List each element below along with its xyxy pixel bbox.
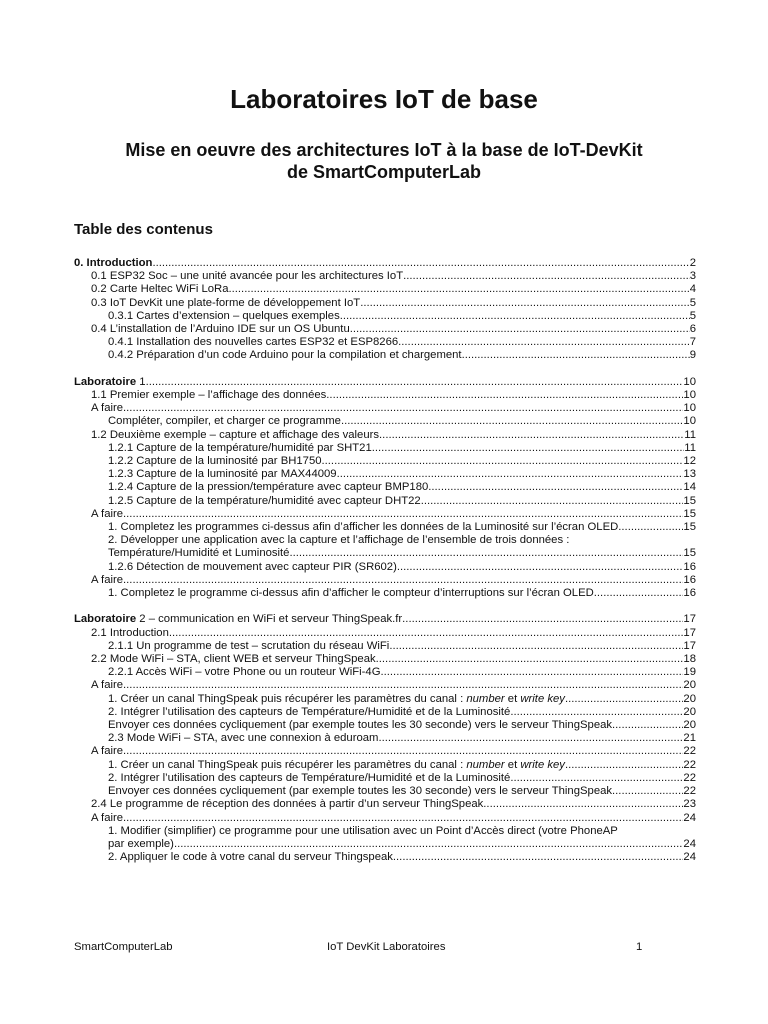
toc-entry-page: 9: [689, 349, 696, 362]
toc-entry[interactable]: [74, 402, 696, 415]
subtitle-line-2: de SmartComputerLab: [286, 162, 482, 182]
document-title: Laboratoires IoT de base: [230, 84, 538, 114]
toc-entry[interactable]: [74, 759, 696, 772]
toc-leader: [360, 297, 690, 310]
toc-entry-page: 24: [683, 837, 696, 850]
toc-entry-title: 1.2.5 Capture de la température/humidité avec capteur DHT22: [108, 494, 421, 507]
document-subtitle: [40, 139, 728, 183]
toc-entry[interactable]: [74, 719, 696, 732]
toc-entry-title-line-1: 2. Développer une application avec la capture et l’affichage de l’ensemble de trois données :: [108, 534, 570, 547]
toc-leader: [123, 745, 683, 758]
toc-entry[interactable]: [74, 468, 696, 481]
toc-entry[interactable]: [74, 772, 696, 785]
toc-entry[interactable]: [74, 389, 696, 402]
toc-entry-title: 2.2.1 Accès WiFi – votre Phone ou un routeur WiFi-4G: [108, 666, 381, 679]
toc-entry-page: 7: [689, 336, 696, 349]
toc-entry-page: 20: [683, 705, 696, 718]
toc-leader: [397, 561, 684, 574]
toc-entry[interactable]: [74, 283, 696, 296]
toc-entry-page: 15: [683, 521, 696, 534]
toc-entry-title-line-1: 1. Modifier (simplifier) ce programme pour une utilisation avec un Point d’Accès direct (votre PhoneAP: [108, 824, 618, 837]
toc-spacer: [74, 600, 696, 613]
toc-entry-title-bold: Laboratoire: [74, 613, 137, 626]
toc-leader: [403, 270, 690, 283]
toc-entry-title: 1.2.4 Capture de la pression/température avec capteur BMP180: [108, 481, 429, 494]
toc-entry-title-line-2: Température/Humidité et Luminosité: [108, 547, 290, 560]
toc-leader: [402, 613, 683, 626]
toc-entry-page: 10: [683, 389, 696, 402]
toc-leader: [322, 455, 684, 468]
toc-entry-page: 16: [683, 587, 696, 600]
toc-entry-page: 10: [683, 375, 696, 388]
toc-leader: [350, 323, 690, 336]
toc-entry-title: A faire: [91, 573, 124, 586]
toc-entry[interactable]: [74, 812, 696, 825]
toc-entry-title-part: et: [504, 758, 521, 771]
toc-entry-title: A faire: [91, 745, 124, 758]
toc-entry-title: A faire: [91, 402, 124, 415]
toc-leader: [379, 429, 684, 442]
toc-entry-page: 15: [683, 494, 696, 507]
toc-entry[interactable]: [74, 574, 696, 587]
page-footer: [74, 941, 694, 957]
toc-entry-page: 14: [683, 481, 696, 494]
toc-entry-page: 24: [683, 851, 696, 864]
toc-leader: [618, 521, 683, 534]
toc-entry-title-rest: 2 – communication en WiFi et serveur ThingSpeak.fr: [136, 613, 403, 626]
toc-entry-title: 1.2 Deuxième exemple – capture et affichage des valeurs: [91, 428, 380, 441]
toc-entry-title-part: 1. Créer un canal ThingSpeak puis récupérer les paramètres du canal :: [108, 758, 467, 771]
toc-entry[interactable]: [74, 257, 696, 270]
toc-entry[interactable]: [74, 297, 696, 310]
toc-leader: [565, 759, 683, 772]
toc-entry-page: 20: [683, 719, 696, 732]
toc-entry-title: 1. Completez le programme ci-dessus afin d’afficher le compteur d’interruptions sur l’écran OLED: [108, 587, 594, 600]
toc-leader: [594, 587, 684, 600]
toc-entry[interactable]: [74, 587, 696, 600]
toc-entry-page: 4: [689, 283, 696, 296]
toc-entry-title: 2. Appliquer le code à votre canal du serveur Thingspeak: [108, 851, 393, 864]
toc-entry[interactable]: [74, 349, 696, 362]
toc-leader: [565, 693, 683, 706]
toc-entry-title: 2.4 Le programme de réception des données à partir d’un serveur ThingSpeak: [91, 798, 484, 811]
toc-entry-line[interactable]: [74, 825, 696, 838]
toc-leader: [123, 812, 683, 825]
toc-entry-page: 12: [683, 455, 696, 468]
toc-entry-title: 0.4 L’installation de l’Arduino IDE sur un OS Ubuntu: [91, 323, 350, 336]
toc-entry[interactable]: [74, 838, 696, 851]
toc-entry-page: 20: [683, 692, 696, 705]
toc-leader: [372, 442, 685, 455]
toc-entry-page: 2: [689, 257, 696, 269]
toc-entry-line[interactable]: [74, 534, 696, 547]
toc-entry-title-emphasis: number: [466, 692, 505, 705]
toc-entry-page: 5: [689, 309, 696, 322]
toc-entry[interactable]: [74, 693, 696, 706]
toc-entry-page: 19: [683, 666, 696, 679]
toc-entry-page: 20: [683, 679, 696, 692]
toc-entry-title: 0. Introduction: [74, 257, 153, 269]
toc-entry-title: 0.4.2 Préparation d’un code Arduino pour la compilation et chargement: [108, 349, 462, 362]
toc-entry[interactable]: [74, 415, 696, 428]
toc-entry-page: 10: [683, 402, 696, 415]
toc-entry-title-part: et: [504, 692, 521, 705]
toc-entry[interactable]: [74, 706, 696, 719]
toc-entry-page: 17: [683, 639, 696, 652]
toc-entry[interactable]: [74, 653, 696, 666]
toc-entry-title: Envoyer ces données cycliquement (par exemple toutes les 30 seconde) vers le serveur ThingSpeak: [108, 719, 613, 732]
toc-leader: [341, 415, 683, 428]
toc-entry[interactable]: [74, 521, 696, 534]
toc-entry-title: [74, 376, 146, 389]
toc-entry[interactable]: [74, 679, 696, 692]
toc-entry-page: 22: [683, 758, 696, 771]
toc-leader: [289, 547, 683, 560]
toc-entry-title: [108, 693, 565, 706]
table-of-contents: [74, 257, 696, 864]
toc-entry-title: [74, 613, 402, 626]
toc-leader: [612, 719, 683, 732]
toc-leader: [123, 402, 683, 415]
toc-entry[interactable]: [74, 640, 696, 653]
toc-leader: [483, 798, 683, 811]
toc-leader: [123, 508, 683, 521]
toc-heading: Table des contenus: [74, 221, 213, 238]
toc-entry-title-emphasis: write key: [520, 692, 565, 705]
toc-leader: [398, 336, 690, 349]
toc-leader: [169, 627, 684, 640]
toc-entry[interactable]: [74, 627, 696, 640]
toc-entry-page: 15: [683, 507, 696, 520]
toc-leader: [123, 574, 683, 587]
toc-leader: [123, 679, 683, 692]
toc-entry-title-line-2: par exemple): [108, 837, 174, 850]
toc-entry[interactable]: [74, 561, 696, 574]
toc-entry-title: 0.3 IoT DevKit une plate-forme de développement IoT: [91, 296, 361, 309]
toc-entry-title-part: 1. Créer un canal ThingSpeak puis récupérer les paramètres du canal :: [108, 692, 467, 705]
toc-entry-page: 16: [683, 560, 696, 573]
toc-entry-page: 3: [689, 270, 696, 283]
toc-leader: [229, 283, 690, 296]
toc-entry-title: 1. Completez les programmes ci-dessus afin d’afficher les données de la Luminosité sur l’écran OLED: [108, 521, 619, 534]
toc-entry[interactable]: [74, 323, 696, 336]
toc-entry[interactable]: [74, 442, 696, 455]
toc-entry[interactable]: [74, 481, 696, 494]
toc-entry[interactable]: [74, 336, 696, 349]
toc-entry[interactable]: [74, 547, 696, 560]
toc-entry-page: 15: [683, 547, 696, 560]
toc-entry[interactable]: [74, 310, 696, 323]
toc-entry-page: 22: [683, 785, 696, 798]
toc-entry-page: 11: [684, 428, 696, 441]
toc-entry-title: 1.2.6 Détection de mouvement avec capteur PIR (SR602): [108, 560, 397, 573]
toc-entry[interactable]: [74, 745, 696, 758]
toc-entry[interactable]: [74, 495, 696, 508]
toc-entry-title: A faire: [91, 507, 124, 520]
toc-entry[interactable]: [74, 270, 696, 283]
toc-entry-page: 23: [683, 798, 696, 811]
toc-entry[interactable]: [74, 851, 696, 864]
toc-entry-title: 2. Intégrer l’utilisation des capteurs de Température/Humidité et de la Luminosité: [108, 705, 511, 718]
toc-entry-title: 1.2.1 Capture de la température/humidité par SHT21: [108, 441, 372, 454]
toc-entry-title: 0.3.1 Cartes d’extension – quelques exemples: [108, 309, 340, 322]
toc-leader: [421, 495, 684, 508]
toc-entry-page: 11: [684, 441, 696, 454]
toc-entry-page: 13: [683, 468, 696, 481]
toc-entry-title: A faire: [91, 811, 124, 824]
toc-entry-title: 2.1 Introduction: [91, 626, 169, 639]
toc-entry-page: 6: [689, 323, 696, 336]
toc-entry-title: 1.2.3 Capture de la luminosité par MAX44009: [108, 468, 337, 481]
toc-leader: [428, 481, 683, 494]
toc-entry-title: 1.2.2 Capture de la luminosité par BH1750: [108, 455, 322, 468]
toc-entry-title: 2. Intégrer l’utilisation des capteurs de Température/Humidité et de la Luminosité: [108, 771, 511, 784]
toc-entry-page: 10: [683, 415, 696, 428]
toc-entry-page: 22: [683, 745, 696, 758]
toc-entry-title: Compléter, compiler, et charger ce programme: [108, 415, 341, 428]
footer-center: IoT DevKit Laboratoires: [327, 941, 446, 953]
toc-entry-page: 21: [683, 732, 696, 745]
toc-entry-title: 1.1 Premier exemple – l’affichage des données: [91, 389, 327, 402]
toc-entry[interactable]: [74, 666, 696, 679]
toc-entry-title: 2.2 Mode WiFi – STA, client WEB et serveur ThingSpeak: [91, 653, 376, 666]
toc-entry[interactable]: [74, 613, 696, 626]
toc-leader: [393, 851, 684, 864]
subtitle-line-1: Mise en oeuvre des architectures IoT à la base de IoT-DevKit: [125, 140, 643, 160]
toc-leader: [146, 376, 684, 389]
toc-entry-title: 0.4.1 Installation des nouvelles cartes ESP32 et ESP8266: [108, 336, 399, 349]
toc-entry-title-bold: Laboratoire: [74, 375, 137, 388]
toc-leader: [389, 640, 683, 653]
toc-leader: [174, 838, 683, 851]
toc-entry[interactable]: [74, 376, 696, 389]
toc-leader: [337, 468, 684, 481]
toc-entry-page: 22: [683, 771, 696, 784]
toc-entry-page: 18: [683, 653, 696, 666]
toc-leader: [376, 653, 684, 666]
toc-entry[interactable]: [74, 732, 696, 745]
footer-page-number: 1: [636, 941, 643, 953]
toc-entry-title: 2.3 Mode WiFi – STA, avec une connexion à eduroam: [108, 732, 379, 745]
toc-leader: [462, 349, 690, 362]
toc-entry-title: 0.2 Carte Heltec WiFi LoRa: [91, 283, 229, 296]
toc-leader: [612, 785, 683, 798]
toc-entry-title: A faire: [91, 679, 124, 692]
toc-entry[interactable]: [74, 429, 696, 442]
toc-entry[interactable]: [74, 508, 696, 521]
toc-spacer: [74, 363, 696, 376]
toc-entry-title: 0.1 ESP32 Soc – une unité avancée pour les architectures IoT: [91, 270, 404, 283]
toc-leader: [381, 666, 684, 679]
toc-leader: [378, 732, 683, 745]
toc-leader: [340, 310, 690, 323]
toc-entry-title-emphasis: number: [466, 758, 505, 771]
toc-entry-title-rest: 1: [136, 375, 146, 388]
toc-entry-title-emphasis: write key: [520, 758, 565, 771]
footer-left: SmartComputerLab: [74, 941, 173, 953]
toc-entry-page: 5: [689, 296, 696, 309]
toc-entry[interactable]: [74, 798, 696, 811]
toc-entry-title: [108, 759, 565, 772]
toc-entry[interactable]: [74, 455, 696, 468]
toc-leader: [152, 257, 689, 270]
toc-leader: [510, 706, 683, 719]
toc-leader: [326, 389, 683, 402]
toc-entry-page: 17: [683, 626, 696, 639]
toc-entry-title: 2.1.1 Un programme de test – scrutation du réseau WiFi: [108, 639, 390, 652]
toc-leader: [510, 772, 683, 785]
toc-entry-title: Envoyer ces données cycliquement (par exemple toutes les 30 seconde) vers le serveur ThingSpeak: [108, 785, 613, 798]
toc-entry-page: 24: [683, 811, 696, 824]
toc-entry-page: 17: [683, 613, 696, 626]
toc-entry-page: 16: [683, 573, 696, 586]
toc-entry[interactable]: [74, 785, 696, 798]
